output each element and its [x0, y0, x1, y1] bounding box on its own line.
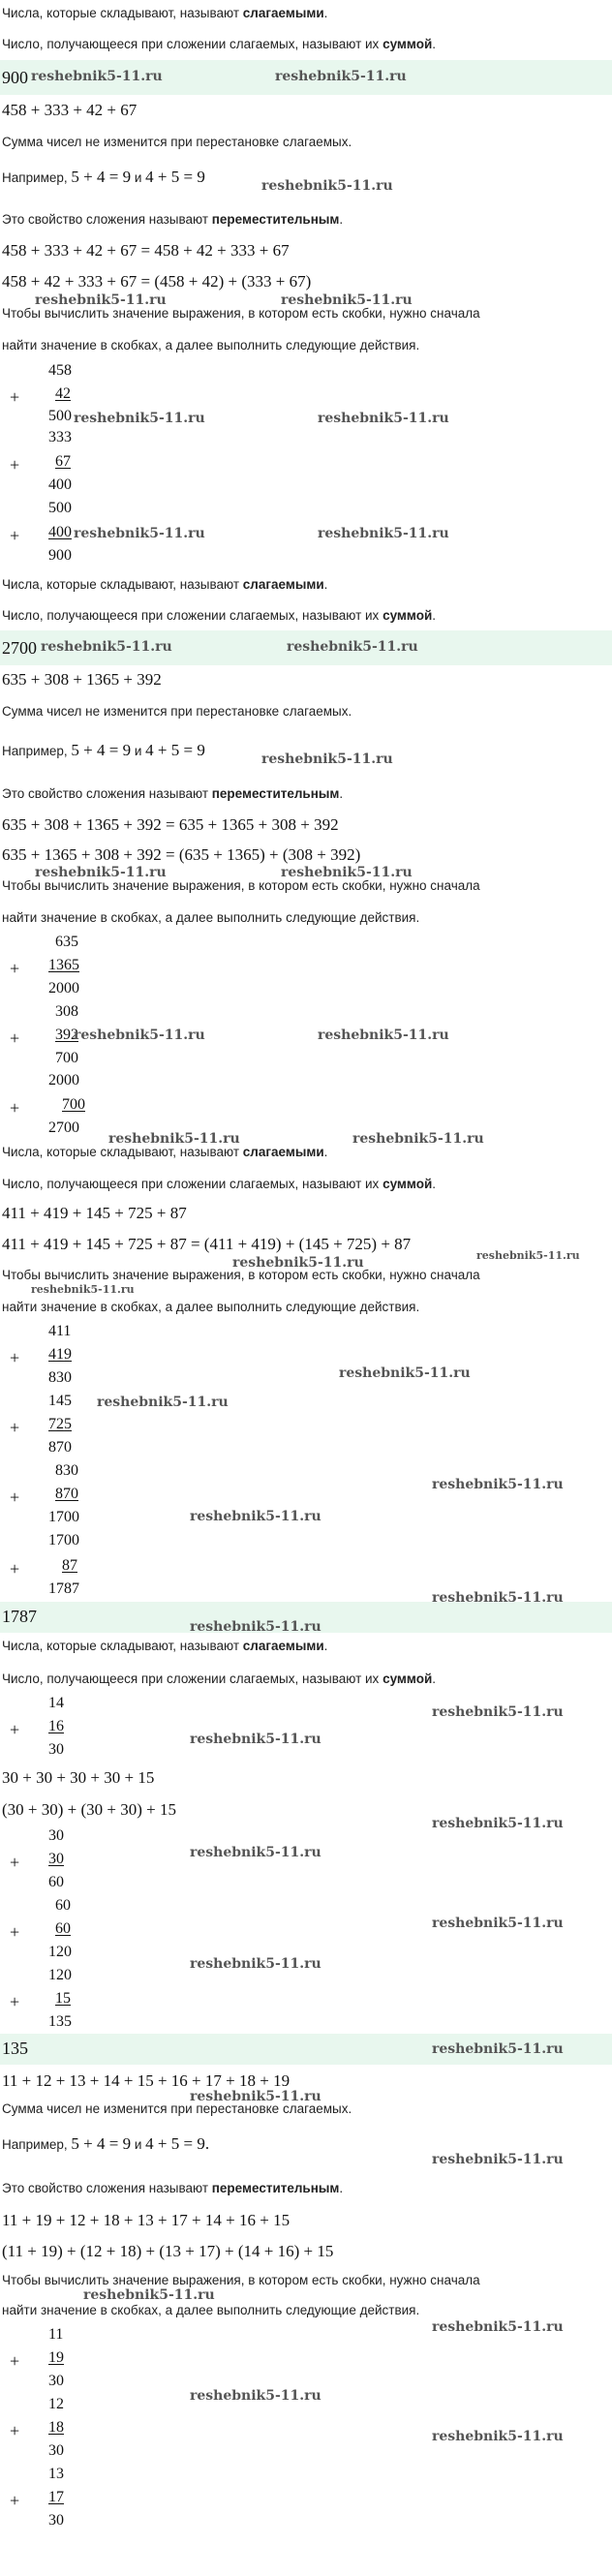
column-number: 30 [48, 2512, 64, 2529]
answer-2700: 2700 [2, 638, 37, 658]
plus-sign: + [10, 1418, 20, 1437]
column-number: 308 [55, 1003, 78, 1020]
column-number: 870 [55, 1486, 78, 1502]
expression: 30 + 30 + 30 + 30 + 15 [2, 1768, 155, 1787]
expression: 635 + 1365 + 308 + 392 = (635 + 1365) + (308 + 392) [2, 845, 361, 864]
brackets-rule-line1: Чтобы вычислить значение выражения, в котором есть скобки, нужно сначала [2, 306, 480, 321]
property-line: Это свойство сложения называют переместительным. [2, 2181, 344, 2195]
example-line: Например, 5 + 4 = 9 и 4 + 5 = 9. [2, 2134, 210, 2153]
column-number: 400 [48, 524, 72, 540]
column-number: 87 [62, 1557, 77, 1574]
watermark: reshebnik5-11.ru [318, 411, 449, 426]
plus-sign: + [10, 1922, 20, 1942]
column-number: 17 [48, 2489, 64, 2505]
plus-sign: + [10, 2491, 20, 2510]
answer-1787: 1787 [2, 1607, 37, 1626]
property-line: Это свойство сложения называют переместительным. [2, 212, 344, 227]
plus-sign: + [10, 1028, 20, 1048]
column-number: 700 [55, 1050, 78, 1066]
answer-135: 135 [2, 2039, 28, 2058]
column-number: 13 [48, 2466, 64, 2482]
watermark: reshebnik5-11.ru [232, 1255, 364, 1271]
example-line: Например, 5 + 4 = 9 и 4 + 5 = 9 [2, 741, 205, 759]
plus-sign: + [10, 1853, 20, 1872]
column-number: 700 [62, 1096, 85, 1113]
watermark: reshebnik5-11.ru [261, 178, 393, 194]
watermark: reshebnik5-11.ru [190, 1509, 321, 1524]
commutative-rule: Сумма чисел не изменится при перестановке слагаемых. [2, 704, 352, 719]
watermark: reshebnik5-11.ru [97, 1395, 229, 1410]
column-number: 135 [48, 2013, 72, 2030]
brackets-rule-line2: найти значение в скобках, а далее выполнить следующие действия. [2, 1300, 420, 1314]
expression: 411 + 419 + 145 + 725 + 87 = (411 + 419) + (145 + 725) + 87 [2, 1235, 412, 1253]
column-number: 30 [48, 2373, 64, 2389]
watermark: reshebnik5-11.ru [318, 526, 449, 541]
answer-900: 900 [2, 68, 28, 87]
watermark: reshebnik5-11.ru [275, 69, 407, 84]
watermark: reshebnik5-11.ru [74, 526, 205, 541]
column-number: 635 [55, 934, 78, 950]
plus-sign: + [10, 526, 20, 545]
expression: 458 + 333 + 42 + 67 [2, 101, 138, 119]
watermark: reshebnik5-11.ru [432, 2152, 564, 2167]
column-number: 2700 [48, 1119, 79, 1136]
column-number: 15 [55, 1990, 71, 2007]
plus-sign: + [10, 2351, 20, 2371]
plus-sign: + [10, 1559, 20, 1579]
column-number: 458 [48, 362, 72, 379]
column-number: 120 [48, 1967, 72, 1983]
summands-definition: Числа, которые складывают, называют слагаемыми. [2, 577, 328, 592]
watermark: reshebnik5-11.ru [74, 1027, 205, 1043]
watermark: reshebnik5-11.ru [74, 411, 205, 426]
column-number: 145 [48, 1393, 72, 1409]
sum-definition: Число, получающееся при сложении слагаемых, называют их суммой. [2, 37, 437, 51]
column-number: 30 [48, 1851, 64, 1867]
brackets-rule-line1: Чтобы вычислить значение выражения, в котором есть скобки, нужно сначала [2, 878, 480, 893]
sum-definition: Число, получающееся при сложении слагаемых, называют их суммой. [2, 1177, 437, 1191]
expression: (11 + 19) + (12 + 18) + (13 + 17) + (14 + 16) + 15 [2, 2242, 334, 2260]
sum-definition: Число, получающееся при сложении слагаемых, называют их суммой. [2, 608, 437, 623]
column-number: 60 [55, 1920, 71, 1937]
watermark: reshebnik5-11.ru [190, 2388, 321, 2404]
watermark: reshebnik5-11.ru [190, 1732, 321, 1747]
summands-definition: Числа, которые складывают, называют слагаемыми. [2, 1639, 328, 1653]
watermark: reshebnik5-11.ru [287, 639, 418, 655]
column-number: 870 [48, 1439, 72, 1456]
watermark: reshebnik5-11.ru [432, 1477, 564, 1492]
column-number: 2000 [48, 1072, 79, 1089]
expression: 635 + 308 + 1365 + 392 = 635 + 1365 + 308 + 392 [2, 815, 339, 834]
column-number: 830 [55, 1462, 78, 1479]
watermark: reshebnik5-11.ru [35, 292, 167, 308]
watermark: reshebnik5-11.ru [31, 1283, 135, 1296]
column-number: 67 [55, 453, 71, 470]
watermark: reshebnik5-11.ru [281, 865, 413, 880]
column-number: 30 [48, 1741, 64, 1758]
column-number: 400 [48, 476, 72, 493]
plus-sign: + [10, 455, 20, 475]
commutative-rule: Сумма чисел не изменится при перестановке слагаемых. [2, 2101, 352, 2116]
column-number: 500 [48, 408, 72, 424]
column-number: 1700 [48, 1532, 79, 1549]
column-number: 30 [48, 1827, 64, 1844]
column-number: 725 [48, 1416, 72, 1432]
brackets-rule-line2: найти значение в скобках, а далее выполнить следующие действия. [2, 910, 420, 925]
sum-definition: Число, получающееся при сложении слагаемых, называют их суммой. [2, 1671, 437, 1686]
plus-sign: + [10, 1487, 20, 1507]
column-number: 30 [48, 2442, 64, 2459]
watermark: reshebnik5-11.ru [281, 292, 413, 308]
expression: (30 + 30) + (30 + 30) + 15 [2, 1800, 176, 1819]
column-number: 16 [48, 1718, 64, 1734]
commutative-rule: Сумма чисел не изменится при перестановке слагаемых. [2, 135, 352, 149]
column-number: 19 [48, 2349, 64, 2366]
column-number: 392 [55, 1027, 78, 1043]
watermark: reshebnik5-11.ru [432, 1816, 564, 1831]
watermark: reshebnik5-11.ru [432, 1704, 564, 1720]
watermark: reshebnik5-11.ru [108, 1131, 240, 1147]
column-number: 11 [48, 2326, 64, 2343]
summands-definition: Числа, которые складывают, называют слагаемыми. [2, 6, 328, 20]
expression: 458 + 42 + 333 + 67 = (458 + 42) + (333 + 67) [2, 272, 312, 291]
plus-sign: + [10, 1348, 20, 1367]
watermark: reshebnik5-11.ru [261, 751, 393, 767]
column-number: 411 [48, 1323, 72, 1339]
expression: 458 + 333 + 42 + 67 = 458 + 42 + 333 + 67 [2, 241, 290, 260]
summands-definition: Числа, которые складывают, называют слагаемыми. [2, 1145, 328, 1159]
plus-sign: + [10, 1720, 20, 1739]
column-number: 500 [48, 500, 72, 516]
watermark: reshebnik5-11.ru [432, 1590, 564, 1606]
watermark: reshebnik5-11.ru [352, 1131, 484, 1147]
column-number: 333 [48, 429, 72, 445]
brackets-rule-line1: Чтобы вычислить значение выражения, в котором есть скобки, нужно сначала [2, 1268, 480, 1282]
watermark: reshebnik5-11.ru [35, 865, 167, 880]
column-number: 900 [48, 547, 72, 564]
column-number: 1365 [48, 957, 79, 973]
expression: 635 + 308 + 1365 + 392 [2, 670, 162, 689]
watermark: reshebnik5-11.ru [31, 69, 163, 84]
brackets-rule-line1: Чтобы вычислить значение выражения, в котором есть скобки, нужно сначала [2, 2273, 480, 2287]
expression: 411 + 419 + 145 + 725 + 87 [2, 1204, 187, 1222]
property-line: Это свойство сложения называют переместительным. [2, 786, 344, 801]
watermark: reshebnik5-11.ru [190, 1845, 321, 1860]
watermark: reshebnik5-11.ru [190, 1619, 321, 1635]
watermark: reshebnik5-11.ru [476, 1249, 580, 1262]
expression: 11 + 12 + 13 + 14 + 15 + 16 + 17 + 18 + 19 [2, 2071, 291, 2090]
watermark: reshebnik5-11.ru [41, 639, 172, 655]
column-number: 419 [48, 1346, 72, 1363]
column-number: 18 [48, 2419, 64, 2436]
column-number: 830 [48, 1369, 72, 1386]
brackets-rule-line2: найти значение в скобках, а далее выполнить следующие действия. [2, 2303, 420, 2317]
watermark: reshebnik5-11.ru [432, 2429, 564, 2444]
watermark: reshebnik5-11.ru [83, 2287, 215, 2303]
plus-sign: + [10, 2421, 20, 2440]
column-number: 1787 [48, 1580, 79, 1597]
example-line: Например, 5 + 4 = 9 и 4 + 5 = 9 [2, 168, 205, 186]
column-number: 1700 [48, 1509, 79, 1525]
column-number: 120 [48, 1944, 72, 1960]
watermark: reshebnik5-11.ru [190, 1956, 321, 1972]
column-number: 12 [48, 2396, 64, 2412]
watermark: reshebnik5-11.ru [432, 2041, 564, 2057]
column-number: 14 [48, 1695, 64, 1711]
column-number: 42 [55, 385, 71, 402]
watermark: reshebnik5-11.ru [318, 1027, 449, 1043]
column-number: 2000 [48, 980, 79, 997]
watermark: reshebnik5-11.ru [432, 2319, 564, 2335]
watermark: reshebnik5-11.ru [432, 1916, 564, 1931]
column-number: 60 [55, 1897, 71, 1914]
watermark: reshebnik5-11.ru [190, 2089, 321, 2104]
plus-sign: + [10, 387, 20, 407]
plus-sign: + [10, 959, 20, 978]
plus-sign: + [10, 1992, 20, 2011]
column-number: 60 [48, 1874, 64, 1890]
brackets-rule-line2: найти значение в скобках, а далее выполнить следующие действия. [2, 338, 420, 353]
expression: 11 + 19 + 12 + 18 + 13 + 17 + 14 + 16 + 15 [2, 2211, 291, 2229]
plus-sign: + [10, 1098, 20, 1118]
watermark: reshebnik5-11.ru [339, 1365, 471, 1381]
